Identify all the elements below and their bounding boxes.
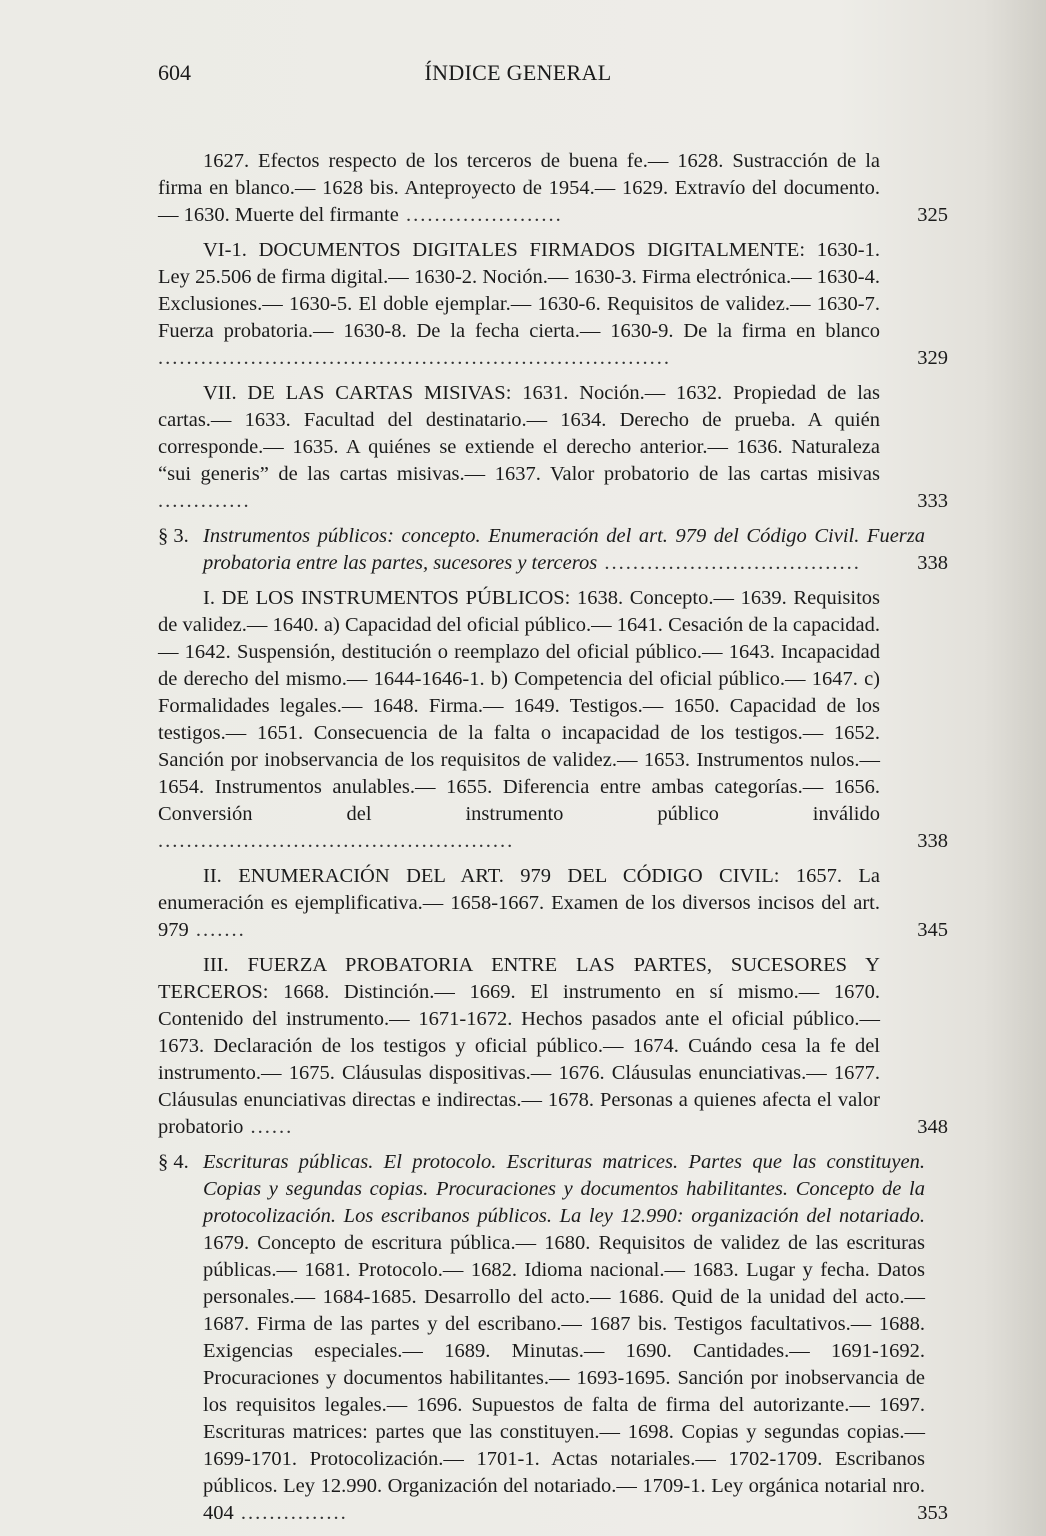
index-entry bbox=[158, 237, 948, 372]
entry-page-number: 348 bbox=[917, 1116, 948, 1138]
entry-text: VII. DE LAS CARTAS MISIVAS: 1631. Noción.— 1632. Propiedad de las cartas.— 1633. Facultad del destinatario.— 1634. Derecho de prueba. A quién corresponde.— 1635. A quiénes se extiende el derecho anterior.— 1636. Naturaleza “sui generis” de las cartas misivas.— 1637. Valor probatorio de las cartas misivas bbox=[158, 382, 880, 485]
leader-dots: ............... bbox=[233, 1502, 348, 1524]
page-header bbox=[158, 60, 878, 94]
entry-text: 1679. Concepto de escritura pública.— 1680. Requisitos de validez de las escrituras públicas.— 1681. Protocolo.— 1682. Idioma nacional.— 1683. Lugar y fecha. Datos personales.— 1684-1685. Desarrollo del acto.— 1686. Quid de la unidad del acto.— 1687. Firma de las partes y del escribano.— 1687 bis. Testigos facultativos.— 1688. Exigencias especiales.— 1689. Minutas.— 1690. Cantidades.— 1691-1692. Procuraciones y documentos habilitantes.— 1693-1695. Sanción por inobservancia de los requisitos legales.— 1696. Supuestos de falta de firma del autorizante.— 1697. Escrituras matrices: partes que las constituyen.— 1698. Copias y segundas copias.— 1699-1701. Protocolización.— 1701-1. Actas notariales.— 1702-1709. Escribanos públicos. Ley 12.990. Organización del notariado.— 1709-1. Ley orgánica notarial nro. 404 bbox=[203, 1232, 925, 1524]
section-entry bbox=[158, 523, 948, 577]
section-title: Instrumentos públicos: concepto. Enumeración del art. 979 del Código Civil. Fuerza probatoria entre las partes, sucesores y terceros bbox=[203, 525, 925, 574]
leader-dots: .................................... bbox=[597, 552, 861, 574]
index-entry bbox=[158, 585, 948, 855]
entry-page-number: 353 bbox=[917, 1502, 948, 1524]
section-number: § 3. bbox=[158, 525, 189, 547]
entry-text: II. ENUMERACIÓN DEL ART. 979 DEL CÓDIGO CIVIL: 1657. La enumeración es ejemplificativa.— 1658-1667. Examen de los diversos incisos del art. 979 bbox=[158, 865, 880, 941]
entry-page-number: 325 bbox=[917, 204, 948, 226]
entry-text: I. DE LOS INSTRUMENTOS PÚBLICOS: 1638. Concepto.— 1639. Requisitos de validez.— 1640. a) Capacidad del oficial público.— 1641. Cesación de la capacidad.— 1642. Suspensión, destitución o reemplazo del oficial público.— 1643. Incapacidad de derecho del mismo.— 1644-1646-1. b) Competencia del oficial público.— 1647. c) Formalidades legales.— 1648. Firma.— 1649. Testigos.— 1650. Capacidad de los testigos.— 1651. Consecuencia de la falta o incapacidad de los testigos.— 1652. Sanción por inobservancia de los requisitos de validez.— 1653. Instrumentos nulos.— 1654. Instrumentos anulables.— 1655. Diferencia entre ambas categorías.— 1656. Conversión del instrumento público inválido bbox=[158, 587, 880, 825]
section-number: § 4. bbox=[158, 1151, 189, 1173]
leader-dots: ........................................................................ bbox=[158, 347, 671, 369]
page-number: 604 bbox=[158, 60, 191, 85]
leader-dots: ...... bbox=[243, 1116, 294, 1138]
leader-dots: ....... bbox=[188, 919, 246, 941]
leader-dots: ...................... bbox=[398, 204, 563, 226]
entry-page-number: 329 bbox=[917, 347, 948, 369]
index-entry bbox=[158, 863, 948, 944]
entry-text: 1627. Efectos respecto de los terceros de buena fe.— 1628. Sustracción de la firma en blanco.— 1628 bis. Anteproyecto de 1954.— 1629. Extravío del documento.— 1630. Muerte del firmante bbox=[158, 150, 880, 226]
running-title: ÍNDICE GENERAL bbox=[424, 60, 612, 85]
entry-page-number: 338 bbox=[917, 552, 948, 574]
index-entry bbox=[158, 380, 948, 515]
entry-page-number: 333 bbox=[917, 490, 948, 512]
index-content bbox=[158, 148, 948, 1535]
index-entry bbox=[158, 952, 948, 1141]
entry-page-number: 345 bbox=[917, 919, 948, 941]
entry-page-number: 338 bbox=[917, 830, 948, 852]
section-entry bbox=[158, 1149, 948, 1527]
leader-dots: ............. bbox=[158, 490, 251, 512]
index-entry bbox=[158, 148, 948, 229]
section-title: Escrituras públicas. El protocolo. Escrituras matrices. Partes que las constituyen. Copias y segundas copias. Procuraciones y documentos habilitantes. Concepto de la protocolización. Los escribanos públicos. La ley 12.990: organización del notariado. bbox=[203, 1151, 925, 1227]
entry-text: VI-1. DOCUMENTOS DIGITALES FIRMADOS DIGITALMENTE: 1630-1. Ley 25.506 de firma digital.— 1630-2. Noción.— 1630-3. Firma electrónica.— 1630-4. Exclusiones.— 1630-5. El doble ejemplar.— 1630-6. Requisitos de validez.— 1630-7. Fuerza probatoria.— 1630-8. De la fecha cierta.— 1630-9. De la firma en blanco bbox=[158, 239, 880, 342]
leader-dots: .................................................. bbox=[158, 830, 515, 852]
entry-text: III. FUERZA PROBATORIA ENTRE LAS PARTES, SUCESORES Y TERCEROS: 1668. Distinción.— 1669. El instrumento en sí mismo.— 1670. Contenido del instrumento.— 1671-1672. Hechos pasados ante el oficial público.— 1673. Declaración de los testigos y oficial público.— 1674. Cuándo cesa la fe del instrumento.— 1675. Cláusulas dispositivas.— 1676. Cláusulas enunciativas.— 1677. Cláusulas enunciativas directas e indirectas.— 1678. Personas a quienes afecta el valor probatorio bbox=[158, 954, 880, 1138]
